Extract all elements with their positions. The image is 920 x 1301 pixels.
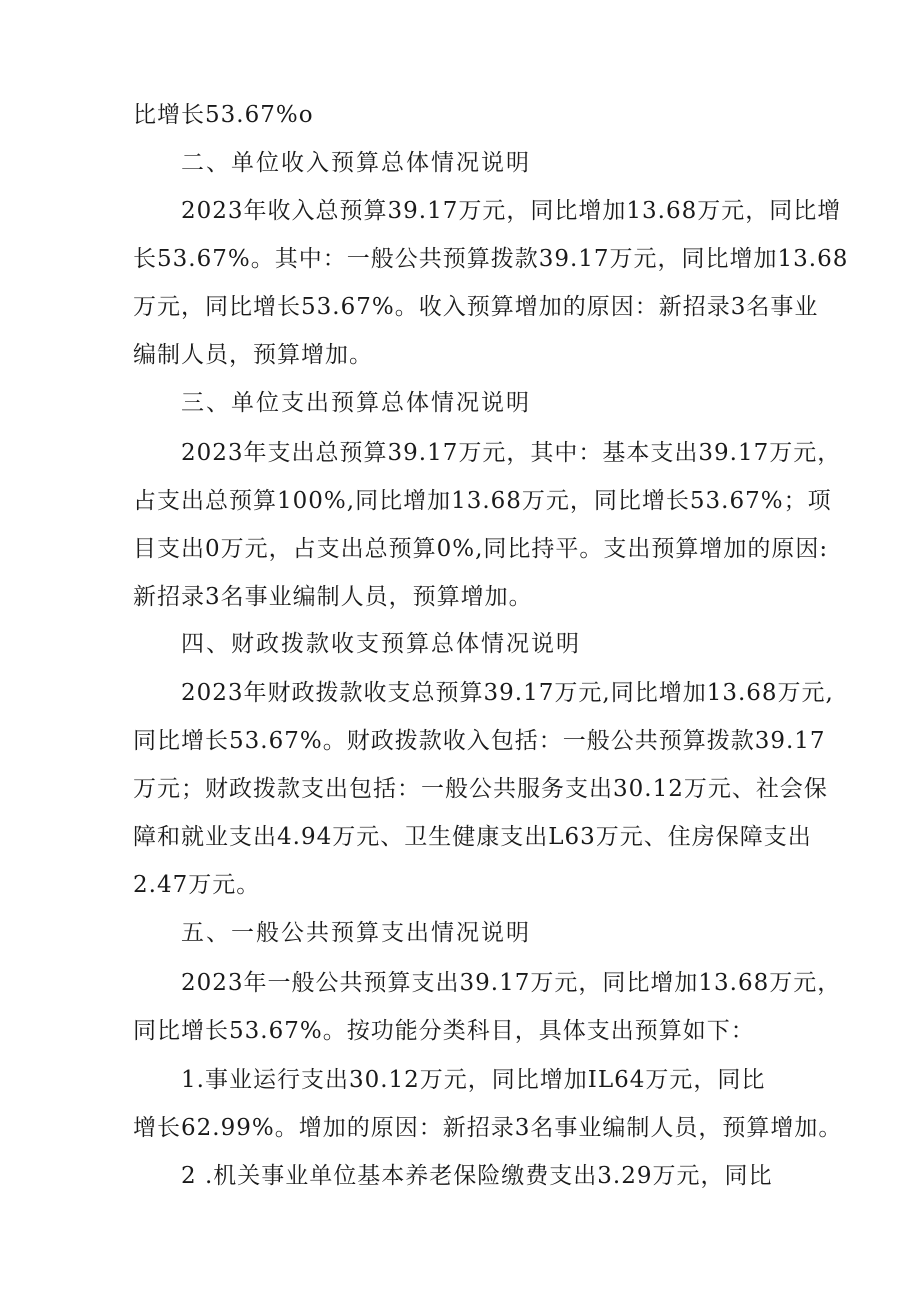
- paragraph-line: 同比增长53.67%。按功能分类科目，具体支出预算如下：: [133, 1018, 755, 1044]
- section-heading: 三、单位支出预算总体情况说明: [181, 390, 531, 416]
- paragraph-line: 新招录3名事业编制人员，预算增加。: [133, 584, 533, 610]
- section-heading: 四、财政拨款收支预算总体情况说明: [181, 631, 581, 657]
- paragraph-line: 2023年支出总预算39.17万元，其中：基本支出39.17万元，: [181, 440, 842, 466]
- section-heading: 二、单位收入预算总体情况说明: [181, 150, 531, 176]
- paragraph-line: 编制人员，预算增加。: [133, 342, 373, 368]
- list-item-line: 1.事业运行支出30.12万元，同比增加IL64万元，同比: [181, 1067, 766, 1093]
- list-item-line: 增长62.99%。增加的原因：新招录3名事业编制人员，预算增加。: [133, 1115, 843, 1141]
- paragraph-line: 长53.67%。其中：一般公共预算拨款39.17万元，同比增加13.68: [133, 246, 849, 272]
- paragraph-line: 2023年财政拨款收支总预算39.17万元,同比增加13.68万元,: [181, 680, 834, 706]
- paragraph-line: 目支出0万元，占支出总预算0%,同比持平。支出预算增加的原因:: [133, 536, 829, 562]
- section-heading: 五、一般公共预算支出情况说明: [181, 920, 531, 946]
- paragraph-line: 占支出总预算100%,同比增加13.68万元，同比增长53.67%；项: [133, 488, 832, 514]
- paragraph-line: 万元，同比增长53.67%。收入预算增加的原因：新招录3名事业: [133, 294, 819, 320]
- paragraph-line: 同比增长53.67%。财政拨款收入包括：一般公共预算拨款39.17: [133, 728, 826, 754]
- paragraph-line: 障和就业支出4.94万元、卫生健康支出L63万元、住房保障支出: [133, 824, 812, 850]
- paragraph-line: 比增长53.67%o: [133, 102, 314, 128]
- paragraph-line: 2023年收入总预算39.17万元，同比增加13.68万元，同比增: [181, 198, 842, 224]
- paragraph-line: 2.47万元。: [133, 872, 261, 898]
- paragraph-line: 万元；财政拨款支出包括：一般公共服务支出30.12万元、社会保: [133, 776, 828, 802]
- paragraph-line: 2023年一般公共预算支出39.17万元，同比增加13.68万元，: [181, 970, 842, 996]
- list-item-line: 2 .机关事业单位基本养老保险缴费支出3.29万元，同比: [181, 1163, 773, 1189]
